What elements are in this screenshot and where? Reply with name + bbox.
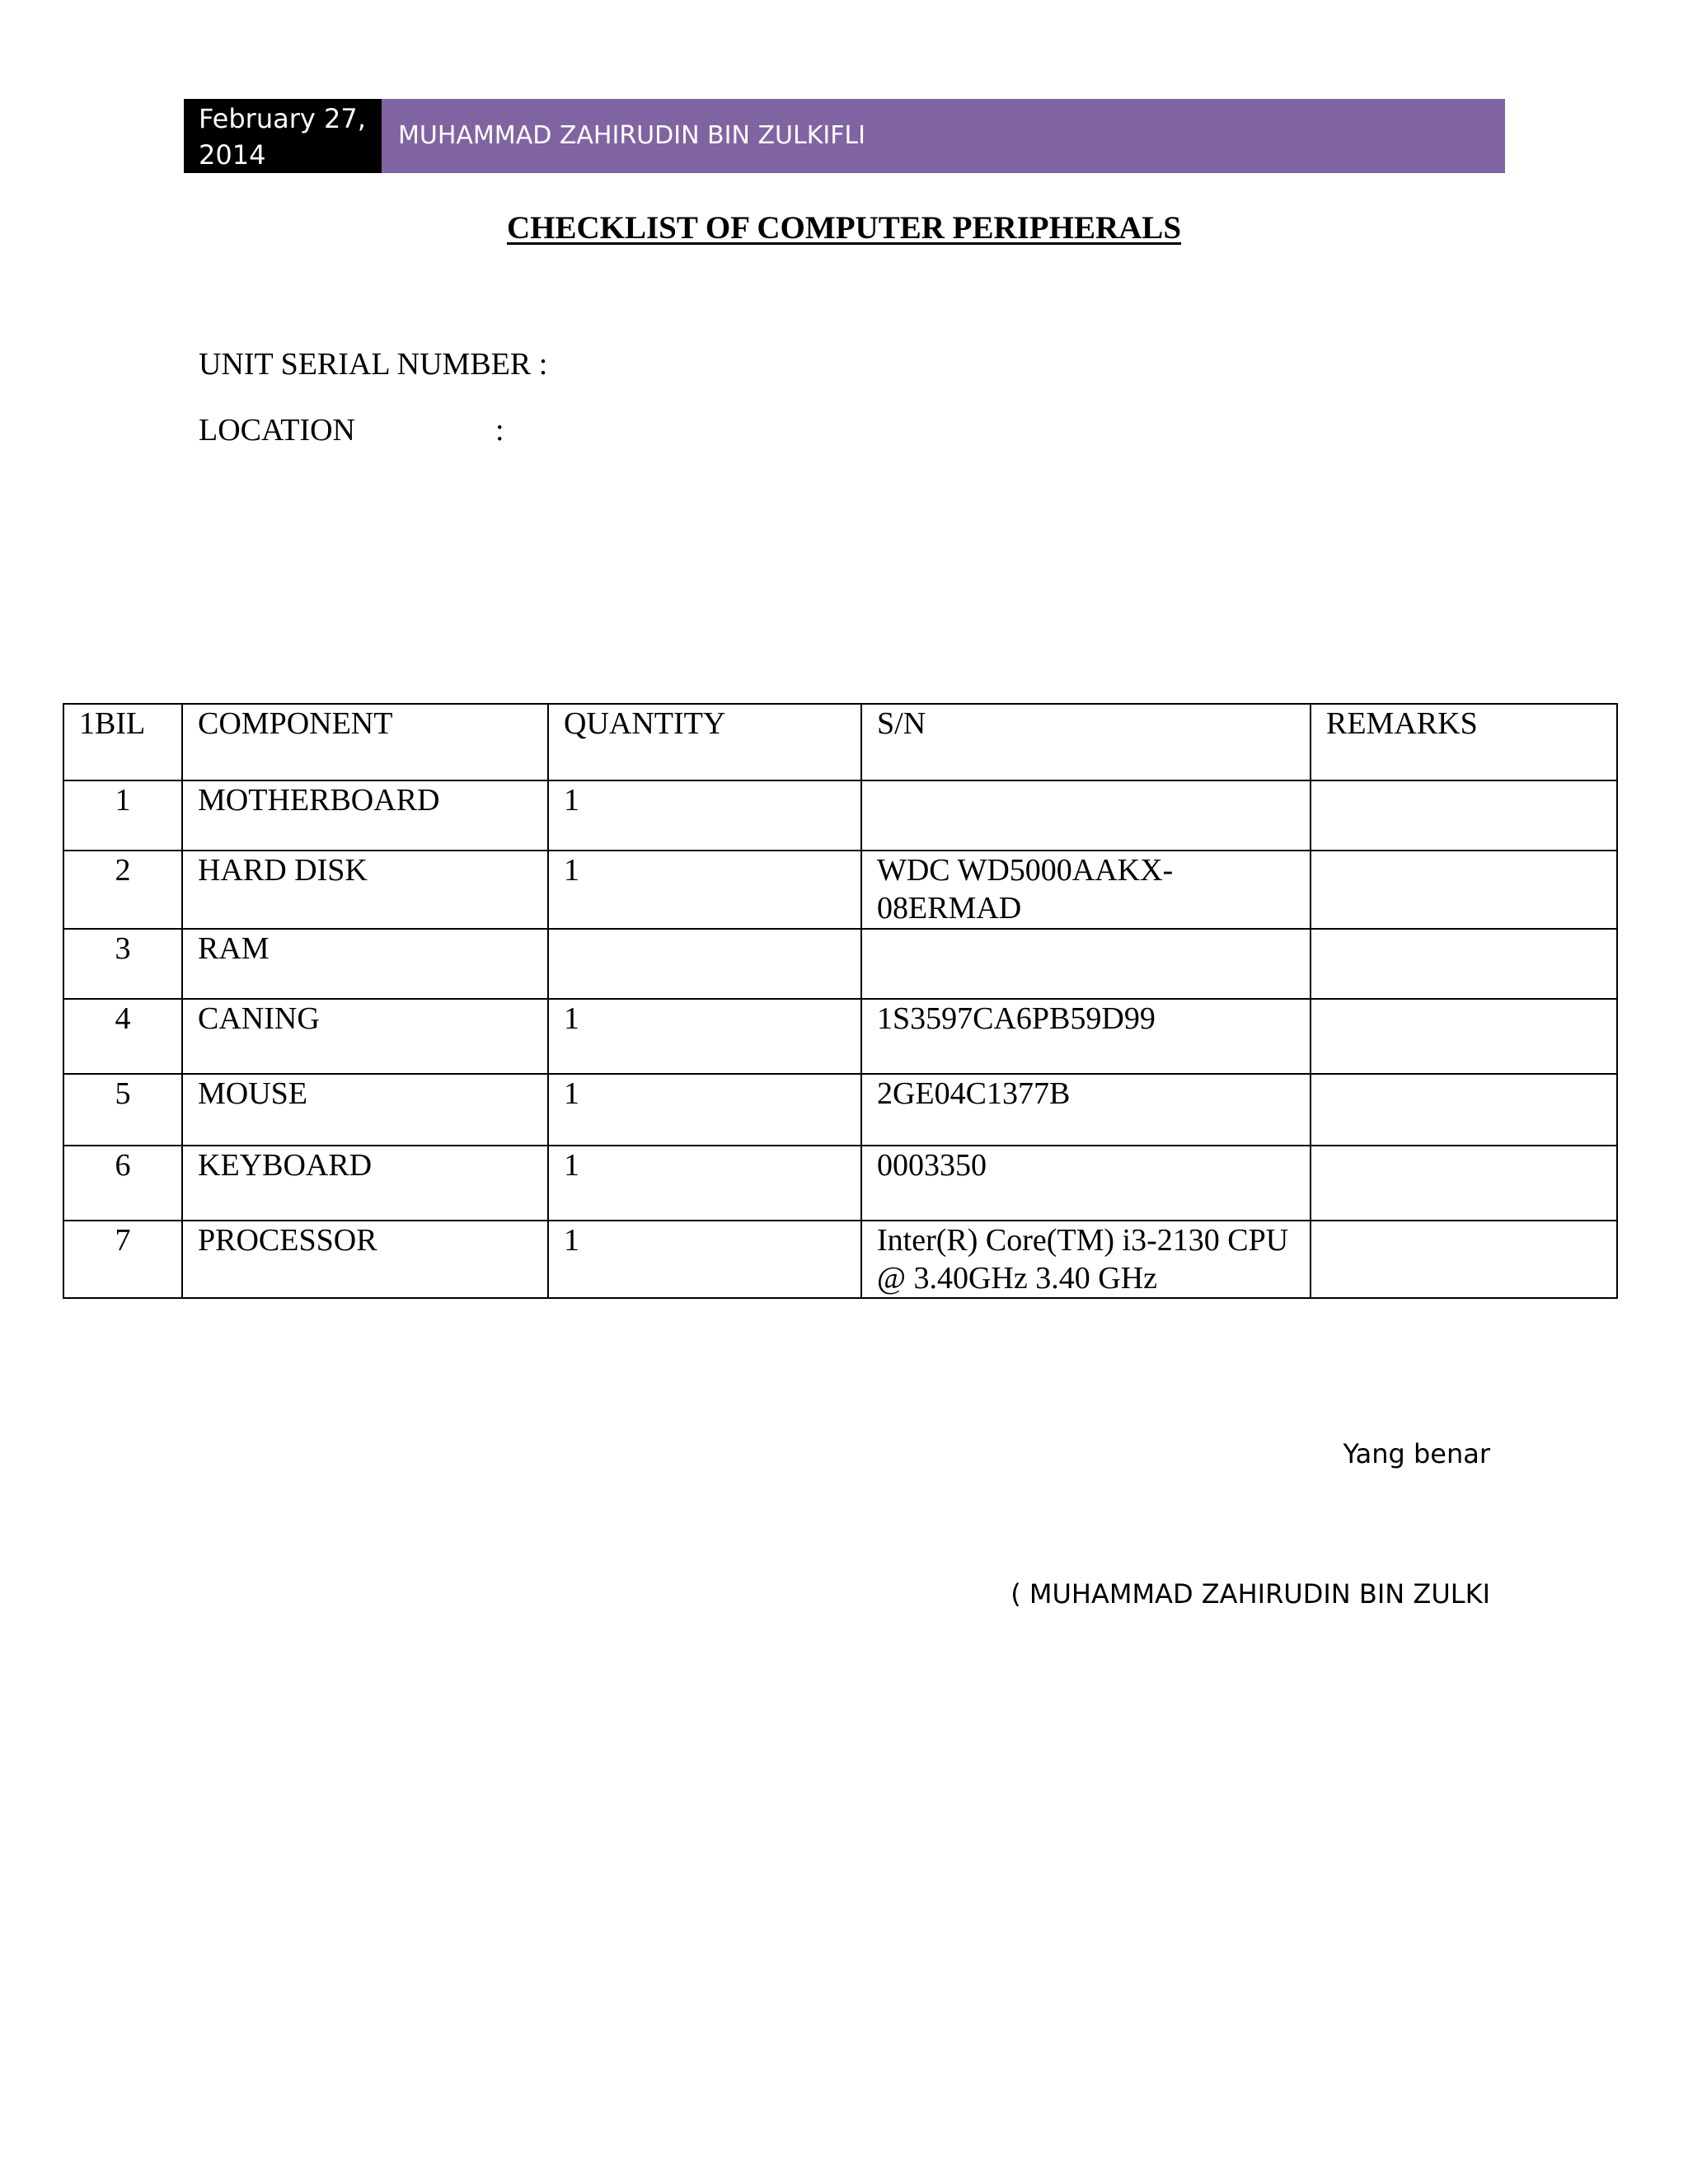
table-row [63,1221,1617,1298]
row-bil: 3 [63,929,182,999]
row-component: MOUSE [182,1074,548,1146]
row-quantity: 1 [548,1074,861,1146]
row-sn [861,780,1311,851]
header-component: COMPONENT [182,704,548,780]
row-remarks [1311,1074,1617,1146]
header-quantity: QUANTITY [548,704,861,780]
location-colon: : [495,413,504,448]
row-component: MOTHERBOARD [182,780,548,851]
serial-number-colon: : [538,347,548,382]
row-remarks [1311,1146,1617,1221]
row-component: RAM [182,929,548,999]
row-bil: 4 [63,999,182,1074]
row-sn: 0003350 [861,1146,1311,1221]
table-header-row [63,704,1617,780]
serial-number-label: UNIT SERIAL NUMBER [199,347,532,382]
table-row [63,780,1617,851]
row-bil: 1 [63,780,182,851]
row-bil: 2 [63,851,182,929]
closing-text: Yang benar [1343,1438,1490,1469]
row-bil: 6 [63,1146,182,1221]
page-title: CHECKLIST OF COMPUTER PERIPHERALS [506,210,1182,246]
row-remarks [1311,999,1617,1074]
table-row [63,1146,1617,1221]
location-field [199,412,504,448]
row-quantity: 1 [548,780,861,851]
row-remarks [1311,851,1617,929]
row-bil: 7 [63,1221,182,1298]
row-component: CANING [182,999,548,1074]
row-quantity [548,929,861,999]
row-quantity: 1 [548,999,861,1074]
row-component: HARD DISK [182,851,548,929]
row-remarks [1311,1221,1617,1298]
row-bil: 5 [63,1074,182,1146]
table-row [63,1074,1617,1146]
row-sn: 2GE04C1377B [861,1074,1311,1146]
header-bil: 1BIL [63,704,182,780]
header-sn: S/N [861,704,1311,780]
table-row [63,929,1617,999]
row-sn: WDC WD5000AAKX-08ERMAD [861,851,1311,929]
row-quantity: 1 [548,1146,861,1221]
row-quantity: 1 [548,851,861,929]
table-row [63,999,1617,1074]
header-remarks: REMARKS [1311,704,1617,780]
row-remarks [1311,929,1617,999]
row-component: KEYBOARD [182,1146,548,1221]
header-date: February 27, 2014 [184,99,382,173]
signatory-name: ( MUHAMMAD ZAHIRUDIN BIN ZULKI [1010,1578,1490,1610]
row-sn [861,929,1311,999]
header-author: MUHAMMAD ZAHIRUDIN BIN ZULKIFLI [382,99,1505,173]
peripherals-table [63,703,1618,1299]
row-sn: Inter(R) Core(TM) i3-2130 CPU @ 3.40GHz 3.40 GHz [861,1221,1311,1298]
row-quantity: 1 [548,1221,861,1298]
location-label: LOCATION [199,413,355,448]
serial-number-field [199,346,547,382]
row-component: PROCESSOR [182,1221,548,1298]
row-sn: 1S3597CA6PB59D99 [861,999,1311,1074]
row-remarks [1311,780,1617,851]
table-row [63,851,1617,929]
